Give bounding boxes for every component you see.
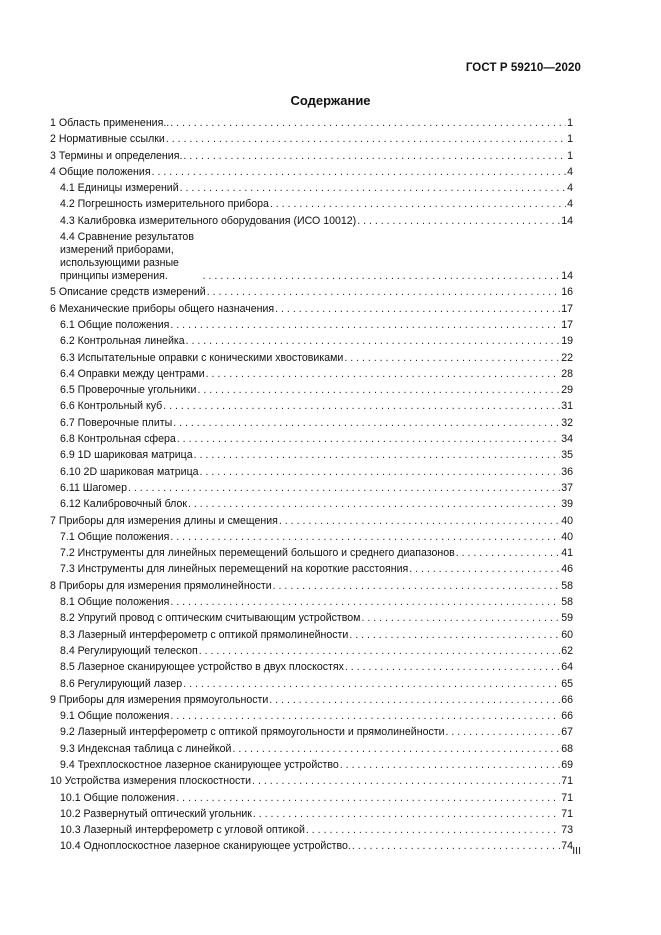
- toc-entry-page: 58: [561, 596, 573, 609]
- toc-entry-label: 8.5 Лазерное сканирующее устройство в двух плоскостях: [60, 661, 344, 674]
- toc-leader-dots: [183, 678, 560, 691]
- toc-entry-page: 1: [567, 117, 573, 129]
- toc-entry[interactable]: [50, 498, 573, 511]
- toc-leader-dots: [232, 743, 560, 756]
- toc-entry-page: 19: [561, 335, 573, 348]
- toc-entry-page: 17: [561, 318, 573, 331]
- toc-entry-label: 6.4 Оправки между центрами: [60, 367, 205, 380]
- toc-entry-label: 1 Область применения..: [50, 117, 170, 129]
- toc-entry-label: 7.1 Общие положения: [60, 530, 170, 543]
- toc-entry-label: 9.2 Лазерный интерферометр с оптикой прямоугольности и прямолинейности: [60, 726, 445, 739]
- toc-entry-page: 68: [561, 742, 573, 755]
- toc-entry-page: 69: [561, 758, 573, 771]
- toc-entry-label: 8.2 Упругий провод с оптическим считывающим устройством: [60, 612, 361, 625]
- toc-leader-dots: [163, 400, 560, 413]
- toc-leader-dots: [186, 335, 561, 348]
- toc-entry[interactable]: [50, 352, 573, 365]
- toc-entry-label: 9.1 Общие положения: [60, 710, 170, 723]
- toc-entry-label: 7.3 Инструменты для линейных перемещений на короткие расстояния: [60, 563, 409, 576]
- toc-entry[interactable]: [50, 384, 573, 397]
- toc-entry[interactable]: [50, 231, 573, 283]
- toc-entry-label: 10 Устройства измерения плоскостности: [50, 775, 252, 788]
- toc-entry[interactable]: [50, 596, 573, 609]
- toc-entry-page: 37: [561, 481, 573, 494]
- toc-entry-label: 7 Приборы для измерения длины и смещения: [50, 514, 278, 527]
- toc-entry-label: 3 Термины и определения.: [50, 149, 183, 162]
- toc-entry[interactable]: [50, 580, 573, 593]
- toc-leader-dots: [183, 150, 566, 163]
- toc-entry-label: 4.4 Сравнение результатов измерений приборами, использующими разные принципы измерения.: [60, 231, 194, 283]
- toc-entry-page: 4: [567, 182, 573, 195]
- document-id: ГОСТ Р 59210—2020: [465, 62, 581, 74]
- toc-leader-dots: [340, 759, 560, 772]
- toc-entry-page: 62: [561, 644, 573, 657]
- toc-entry-label: 4.1 Единицы измерений: [60, 182, 179, 195]
- toc-entry-label: 7.2 Инструменты для линейных перемещений большого и среднего диапазонов: [60, 547, 455, 560]
- toc-leader-dots: [253, 808, 560, 821]
- toc-entry[interactable]: [50, 182, 573, 195]
- toc-leader-dots: [275, 303, 560, 316]
- toc-leader-dots: [344, 352, 560, 365]
- toc-entry-label: 6.9 1D шариковая матрица: [60, 449, 193, 462]
- toc-leader-dots: [306, 824, 560, 837]
- toc-entry-label: 6.8 Контрольная сфера: [60, 433, 176, 446]
- toc-leader-dots: [279, 515, 560, 528]
- toc-entry-label: 10.1 Общие положения: [60, 791, 176, 804]
- toc-entry-label: 9.4 Трехплоскостное лазерное сканирующее устройство: [60, 758, 339, 771]
- toc-entry-page: 14: [561, 270, 573, 283]
- toc-entry-page: 14: [561, 214, 573, 227]
- toc-entry-page: 59: [561, 612, 573, 625]
- toc-entry-label: 6.5 Проверочные угольники: [60, 384, 197, 397]
- toc-entry[interactable]: [50, 150, 573, 163]
- toc-leader-dots: [273, 580, 561, 593]
- toc-leader-dots: [352, 840, 560, 853]
- toc-entry[interactable]: [50, 215, 573, 228]
- toc-entry-label: 6.1 Общие положения: [60, 318, 170, 331]
- toc-entry-page: 36: [561, 465, 573, 478]
- toc-entry[interactable]: [50, 133, 573, 146]
- toc-entry[interactable]: [50, 824, 573, 837]
- toc-entry[interactable]: [50, 335, 573, 348]
- toc-entry-page: 1: [567, 149, 573, 162]
- toc-leader-dots: [207, 286, 561, 299]
- toc-leader-dots: [270, 198, 566, 211]
- toc-leader-dots: [170, 117, 566, 130]
- toc-entry-page: 46: [561, 563, 573, 576]
- toc-entry-page: 65: [561, 677, 573, 690]
- toc-entry[interactable]: [50, 433, 573, 446]
- toc-entry-page: 74: [561, 840, 573, 853]
- toc-entry[interactable]: [50, 563, 573, 576]
- toc-entry-page: 17: [561, 302, 573, 315]
- toc-entry[interactable]: [50, 286, 573, 299]
- toc-entry-page: 35: [561, 449, 573, 462]
- toc-leader-dots: [203, 270, 561, 283]
- toc-entry-page: 71: [561, 791, 573, 804]
- toc-entry-page: 64: [561, 661, 573, 674]
- toc-entry-page: 22: [561, 351, 573, 364]
- toc-leader-dots: [170, 319, 560, 332]
- toc-entry-page: 29: [561, 384, 573, 397]
- toc-entry[interactable]: [50, 661, 573, 674]
- toc-entry[interactable]: [50, 368, 573, 381]
- toc-entry[interactable]: [50, 808, 573, 821]
- toc-leader-dots: [446, 726, 561, 739]
- page-number: III: [572, 845, 581, 857]
- toc-entry-page: 31: [561, 400, 573, 413]
- toc-entry[interactable]: [50, 417, 573, 430]
- toc-entry[interactable]: [50, 482, 573, 495]
- toc-entry-label: 6.6 Контрольный куб: [60, 400, 163, 413]
- toc-entry-label: 2 Нормативные ссылки: [50, 133, 165, 146]
- toc-leader-dots: [173, 417, 560, 430]
- table-of-contents: [50, 117, 573, 857]
- toc-entry-page: 39: [561, 498, 573, 511]
- toc-leader-dots: [180, 182, 566, 195]
- toc-leader-dots: [170, 531, 560, 544]
- toc-entry-page: 66: [561, 693, 573, 706]
- toc-entry[interactable]: [50, 759, 573, 772]
- toc-entry-label: 4 Общие положения: [50, 165, 151, 178]
- toc-entry[interactable]: [50, 117, 573, 130]
- toc-entry[interactable]: [50, 466, 573, 479]
- toc-entry-page: 58: [561, 579, 573, 592]
- toc-leader-dots: [357, 215, 560, 228]
- toc-entry-page: 66: [561, 710, 573, 723]
- toc-entry[interactable]: [50, 531, 573, 544]
- toc-leader-dots: [345, 661, 560, 674]
- toc-leader-dots: [194, 449, 561, 462]
- toc-leader-dots: [166, 133, 566, 146]
- toc-entry-label: 8.1 Общие положения: [60, 596, 170, 609]
- toc-entry-label: 9 Приборы для измерения прямоугольности: [50, 693, 269, 706]
- toc-leader-dots: [177, 433, 560, 446]
- toc-entry-page: 60: [561, 628, 573, 641]
- toc-entry-page: 71: [561, 807, 573, 820]
- toc-entry[interactable]: [50, 319, 573, 332]
- toc-entry[interactable]: [50, 400, 573, 413]
- toc-leader-dots: [128, 482, 560, 495]
- toc-leader-dots: [409, 563, 560, 576]
- toc-entry[interactable]: [50, 710, 573, 723]
- toc-leader-dots: [361, 612, 560, 625]
- toc-leader-dots: [199, 645, 560, 658]
- page-title: Содержание: [290, 93, 371, 108]
- toc-entry-label: 6.11 Шагомер: [60, 481, 127, 494]
- toc-entry[interactable]: [50, 694, 573, 707]
- toc-entry[interactable]: [50, 612, 573, 625]
- toc-leader-dots: [152, 166, 567, 179]
- toc-leader-dots: [197, 384, 560, 397]
- toc-entry-page: 40: [561, 514, 573, 527]
- toc-entry[interactable]: [50, 726, 573, 739]
- toc-entry-page: 4: [567, 165, 573, 178]
- toc-entry[interactable]: [50, 449, 573, 462]
- toc-entry-page: 32: [561, 416, 573, 429]
- toc-leader-dots: [269, 694, 560, 707]
- toc-entry[interactable]: [50, 166, 573, 179]
- toc-leader-dots: [456, 547, 560, 560]
- toc-leader-dots: [170, 710, 560, 723]
- toc-leader-dots: [200, 466, 561, 479]
- toc-entry-page: 73: [561, 824, 573, 837]
- toc-entry-page: 41: [561, 547, 573, 560]
- toc-entry-label: 8 Приборы для измерения прямолинейности: [50, 579, 272, 592]
- toc-entry-page: 67: [561, 726, 573, 739]
- toc-entry[interactable]: [50, 198, 573, 211]
- toc-entry-label: 6.2 Контрольная линейка: [60, 335, 185, 348]
- toc-entry-page: 34: [561, 433, 573, 446]
- toc-leader-dots: [252, 775, 560, 788]
- toc-entry[interactable]: [50, 743, 573, 756]
- toc-entry[interactable]: [50, 629, 573, 642]
- toc-entry[interactable]: [50, 547, 573, 560]
- toc-entry-page: 1: [567, 133, 573, 146]
- toc-leader-dots: [206, 368, 561, 381]
- toc-entry-page: 40: [561, 530, 573, 543]
- toc-entry[interactable]: [50, 645, 573, 658]
- toc-entry-label: 8.6 Регулирующий лазер: [60, 677, 183, 690]
- toc-entry[interactable]: [50, 303, 573, 316]
- toc-entry[interactable]: [50, 840, 573, 853]
- toc-leader-dots: [349, 629, 560, 642]
- toc-leader-dots: [170, 596, 560, 609]
- toc-entry-label: 6.7 Поверочные плиты: [60, 416, 173, 429]
- toc-entry-label: 6.3 Испытательные оправки с коническими хвостовиками: [60, 351, 344, 364]
- toc-entry[interactable]: [50, 792, 573, 805]
- toc-entry-page: 16: [561, 286, 573, 299]
- toc-leader-dots: [188, 498, 560, 511]
- toc-entry-label: 4.2 Погрешность измерительного прибора: [60, 198, 269, 211]
- toc-entry-page: 4: [567, 198, 573, 211]
- toc-entry-label: 9.3 Индексная таблица с линейкой: [60, 742, 232, 755]
- toc-entry-page: 71: [561, 775, 573, 788]
- toc-entry-label: 10.3 Лазерный интерферометр с угловой оптикой: [60, 824, 305, 837]
- toc-entry-label: 10.2 Развернутый оптический угольник: [60, 807, 252, 820]
- toc-entry-label: 6.12 Калибровочный блок: [60, 498, 188, 511]
- toc-entry-label: 8.3 Лазерный интерферометр с оптикой прямолинейности: [60, 628, 349, 641]
- toc-leader-dots: [176, 792, 560, 805]
- toc-entry-label: 10.4 Одноплоскостное лазерное сканирующее устройство.: [60, 840, 351, 853]
- toc-entry-label: 4.3 Калибровка измерительного оборудования (ИСО 10012): [60, 214, 357, 227]
- toc-entry[interactable]: [50, 775, 573, 788]
- toc-entry[interactable]: [50, 515, 573, 528]
- toc-entry-page: 28: [561, 367, 573, 380]
- toc-entry[interactable]: [50, 678, 573, 691]
- toc-entry-label: 6 Механические приборы общего назначения: [50, 302, 275, 315]
- toc-entry-label: 8.4 Регулирующий телескоп: [60, 644, 198, 657]
- toc-entry-label: 5 Описание средств измерений: [50, 286, 206, 299]
- toc-entry-label: 6.10 2D шариковая матрица: [60, 465, 199, 478]
